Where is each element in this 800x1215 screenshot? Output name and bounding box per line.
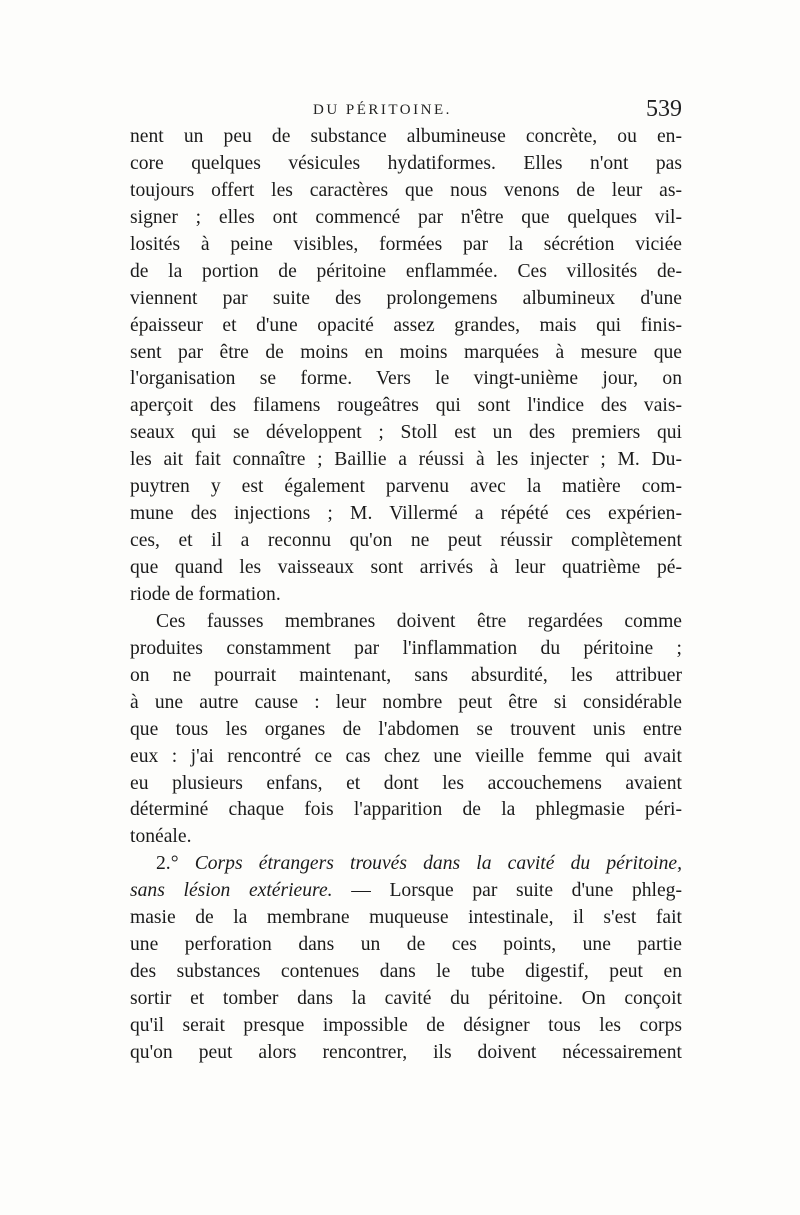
- text-line: mune des injections ; M. Villermé a répété ces expérien-: [130, 503, 682, 525]
- text-line: sortir et tomber dans la cavité du péritoine. On conçoit: [130, 988, 682, 1009]
- section-title: Corps étrangers trouvés dans la cavité du péritoine,: [194, 853, 682, 875]
- text-line: une perforation dans un de ces points, une partie: [130, 934, 682, 956]
- text-line: aperçoit des filamens rougeâtres qui sont l'indice des vais-: [130, 395, 682, 417]
- text-line: tonéale.: [130, 826, 192, 848]
- section-subtitle-line: [130, 878, 682, 905]
- text-line: losités à peine visibles, formées par la sécrétion viciée: [130, 233, 682, 255]
- text-line: les ait fait connaître ; Baillie a réussi à les injecter ; M. Du-: [130, 449, 682, 471]
- text-line: on ne pourrait maintenant, sans absurdité, les attribuer: [130, 664, 682, 686]
- page-number: 539: [646, 96, 682, 122]
- text-line: seaux qui se développent ; Stoll est un des premiers qui: [130, 422, 682, 444]
- section-subtitle: sans lésion extérieure.: [130, 880, 333, 902]
- text-line: riode de formation.: [130, 583, 281, 605]
- text-line: Ces fausses membranes doivent être regardées comme: [156, 610, 682, 632]
- text-line: que tous les organes de l'abdomen se trouvent unis entre: [130, 718, 682, 740]
- section-rest: — Lorsque par suite d'une phleg-: [332, 880, 682, 902]
- text-line: signer ; elles ont commencé par n'être que quelques vil-: [130, 206, 682, 228]
- text-line: l'organisation se forme. Vers le vingt-unième jour, on: [130, 368, 682, 390]
- text-line: core quelques vésicules hydatiformes. Elles n'ont pas: [130, 152, 682, 174]
- text-line: épaisseur et d'une opacité assez grandes, mais qui finis-: [130, 314, 682, 336]
- section-number: 2.°: [156, 853, 179, 875]
- text-line: déterminé chaque fois l'apparition de la phlegmasie péri-: [130, 799, 682, 821]
- text-line: ces, et il a reconnu qu'on ne peut réussir complètement: [130, 530, 682, 552]
- text-line: eux : j'ai rencontré ce cas chez une vieille femme qui avait: [130, 745, 682, 767]
- text-line: de la portion de péritoine enflammée. Ces villosités de-: [130, 260, 682, 282]
- text-line: produites constamment par l'inflammation du péritoine ;: [130, 637, 682, 659]
- text-line: des substances contenues dans le tube digestif, peut en: [130, 961, 682, 983]
- running-title: DU PÉRITOINE.: [313, 102, 452, 118]
- text-line: qu'il serait presque impossible de désigner tous les corps: [130, 1014, 682, 1036]
- section-heading-line: [130, 851, 682, 878]
- running-head: [130, 96, 682, 126]
- text-line: masie de la membrane muqueuse intestinale, il s'est fait: [130, 907, 682, 929]
- text-line: puytren y est également parvenu avec la matière com-: [130, 476, 682, 498]
- text-line: toujours offert les caractères que nous venons de leur as-: [130, 179, 682, 201]
- text-line: viennent par suite des prolongemens albumineux d'une: [130, 287, 682, 309]
- body-text: [130, 124, 682, 1067]
- text-line: nent un peu de substance albumineuse concrète, ou en-: [130, 126, 682, 147]
- text-line: que quand les vaisseaux sont arrivés à leur quatrième pé-: [130, 557, 682, 578]
- text-line: qu'on peut alors rencontrer, ils doivent nécessairement: [130, 1041, 682, 1063]
- text-line: sent par être de moins en moins marquées à mesure que: [130, 341, 682, 363]
- text-line: eu plusieurs enfans, et dont les accouchemens avaient: [130, 772, 682, 794]
- text-line: à une autre cause : leur nombre peut être si considérable: [130, 691, 682, 713]
